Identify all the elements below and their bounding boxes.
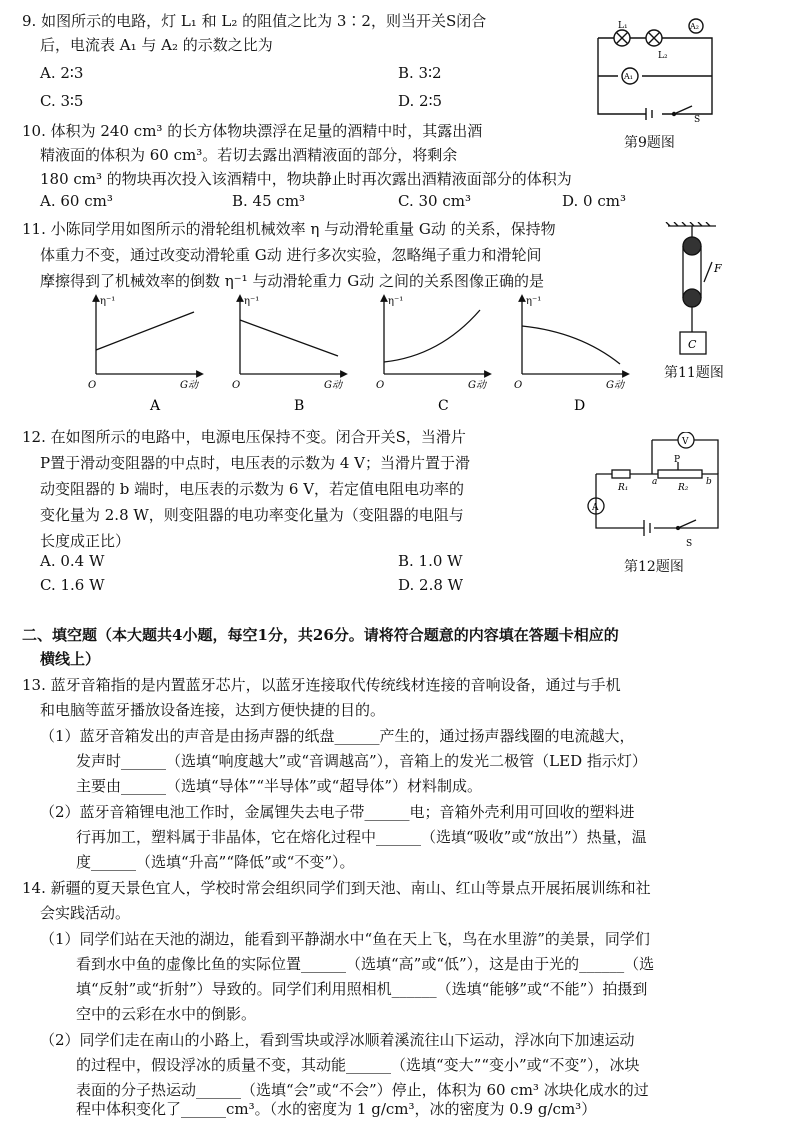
q14-line2: 会实践活动。 (40, 904, 131, 922)
svg-text:V: V (682, 437, 689, 447)
q13-part2-line2: 行再加工，塑料属于非晶体，它在熔化过程中______（选填“吸收”或“放出”）热量，温 (76, 828, 647, 846)
q9-option-c: C. 3∶5 (40, 92, 84, 110)
q14-part2-line2: 的过程中，假设浮冰的质量不变，其动能______（选填“变大”“变小”或“不变”），冰块 (76, 1056, 640, 1074)
q9-caption: 第9题图 (624, 135, 675, 151)
q12-line2: P置于滑动变阻器的中点时，电压表的示数为 4 V；当滑片置于滑 (40, 454, 471, 472)
q9-line2: 后，电流表 A₁ 与 A₂ 的示数之比为 (40, 36, 273, 54)
svg-text:S: S (686, 539, 693, 549)
q13-part2-line3: 度______（选填“升高”“降低”或“不变”）。 (76, 853, 355, 871)
q12-line3: 动变阻器的 b 端时，电压表的示数为 6 V，若定值电阻电功率的 (40, 480, 465, 498)
q12-line1: 12. 在如图所示的电路中，电源电压保持不变。闭合开关S，当滑片 (22, 428, 466, 446)
q13-part2-line1: （2）蓝牙音箱锂电池工作时，金属锂失去电子带______电；音箱外壳利用可回收的塑料进 (40, 803, 635, 821)
q9-label-l2: L₂ (658, 51, 668, 61)
q9-option-b: B. 3∶2 (398, 64, 442, 82)
q10-option-a: A. 60 cm³ (40, 192, 113, 210)
svg-text:G动: G动 (606, 380, 624, 391)
q12-line5: 长度成正比） (40, 532, 131, 550)
q14-part1-line3: 填“反射”或“折射”）导致的。同学们利用照相机______（选填“能够”或“不能”）拍摄到 (76, 980, 648, 998)
q10-line3: 180 cm³ 的物块再次投入该酒精中，物块静止时再次露出酒精液面部分的体积为 (40, 170, 572, 188)
q9-line1: 9. 如图所示的电路，灯 L₁ 和 L₂ 的阻值之比为 3∶2，则当开关S闭合 (22, 12, 487, 30)
svg-text:O: O (232, 380, 241, 391)
section-2-heading-line1: 二、填空题（本大题共4小题，每空1分，共26分。请将符合题意的内容填在答题卡相应的 (22, 626, 619, 644)
q10-line2: 精液面的体积为 60 cm³。若切去露出酒精液面的部分，将剩余 (40, 146, 458, 164)
q11-line3: 摩擦得到了机械效率的倒数 η⁻¹ 与动滑轮重力 G动 之间的关系图像正确的是 (40, 272, 544, 290)
q10-option-b: B. 45 cm³ (232, 192, 306, 210)
graph-label-d: D (574, 398, 586, 412)
q14-part1-line4: 空中的云彩在水中的倒影。 (76, 1005, 257, 1023)
q13-part1-line1: （1）蓝牙音箱发出的声音是由扬声器的纸盘______产生的，通过扬声器线圈的电流越大， (40, 727, 635, 745)
graph-label-a: A (150, 398, 161, 412)
graph-a-curve (96, 312, 194, 350)
svg-text:R₂: R₂ (678, 483, 689, 493)
svg-text:P: P (674, 455, 681, 465)
svg-text:η⁻¹: η⁻¹ (244, 296, 260, 307)
svg-text:b: b (706, 477, 712, 487)
q13-line2: 和电脑等蓝牙播放设备连接，达到方便快捷的目的。 (40, 701, 386, 719)
q14-part2-line3: 表面的分子热运动______（选填“会”或“不会”）停止，体积为 60 cm³ 冰块化成水的过 (76, 1081, 649, 1099)
q13-line1: 13. 蓝牙音箱指的是内置蓝牙芯片，以蓝牙连接取代传统线材连接的音响设备，通过与手机 (22, 676, 621, 694)
svg-text:G动: G动 (468, 380, 486, 391)
q11-line2: 体重力不变，通过改变动滑轮重 G动 进行多次实验，忽略绳子重力和滑轮间 (40, 246, 542, 264)
svg-text:F: F (714, 262, 722, 275)
q13-part1-line3: 主要由______（选填“导体”“半导体”或“超导体”）材料制成。 (76, 777, 483, 795)
q14-part1-line2: 看到水中鱼的虚像比鱼的实际位置______（选填“高”或“低”），这是由于光的______（选 (76, 955, 655, 973)
svg-text:C: C (688, 338, 697, 351)
q11-line1: 11. 小陈同学用如图所示的滑轮组机械效率 η 与动滑轮重量 G动 的关系，保持物 (22, 220, 556, 238)
q10-option-d: D. 0 cm³ (562, 192, 626, 210)
svg-text:a: a (652, 477, 658, 487)
q9-label-s: S (694, 115, 701, 125)
svg-text:G动: G动 (180, 380, 198, 391)
q9-option-a: A. 2∶3 (40, 64, 84, 82)
q10-option-c: C. 30 cm³ (398, 192, 471, 210)
svg-text:R₁: R₁ (618, 483, 629, 493)
svg-text:η⁻¹: η⁻¹ (100, 296, 116, 307)
svg-text:A: A (592, 503, 599, 513)
q12-line4: 变化量为 2.8 W，则变阻器的电功率变化量为（变阻器的电阻与 (40, 506, 464, 524)
graph-b-curve (240, 320, 338, 356)
q12-caption: 第12题图 (624, 559, 684, 575)
section-2-heading-line2: 横线上） (40, 650, 101, 668)
q11-graphs (60, 292, 660, 412)
graph-label-c: C (438, 398, 449, 412)
q12-option-d: D. 2.8 W (398, 576, 464, 594)
q9-option-d: D. 2∶5 (398, 92, 443, 110)
graph-c-curve (384, 310, 480, 362)
q10-line1: 10. 体积为 240 cm³ 的长方体物块漂浮在足量的酒精中时，其露出酒 (22, 122, 483, 140)
svg-text:O: O (376, 380, 385, 391)
q12-option-b: B. 1.0 W (398, 552, 463, 570)
q9-circuit-figure (590, 18, 720, 126)
graph-d-curve (522, 326, 620, 364)
svg-text:O: O (88, 380, 97, 391)
q11-pulley-figure (660, 222, 740, 360)
graph-label-b: B (294, 398, 305, 412)
q9-label-a2: A₂ (690, 22, 699, 31)
q14-part2-line1: （2）同学们走在南山的小路上，看到雪块或浮冰顺着溪流往山下运动，浮冰向下加速运动 (40, 1031, 635, 1049)
svg-text:G动: G动 (324, 380, 342, 391)
q14-part2-line4: 程中体积变化了______cm³。（水的密度为 1 g/cm³，冰的密度为 0.9 g/cm³） (76, 1100, 597, 1118)
q11-caption: 第11题图 (664, 365, 724, 381)
q12-circuit-figure (582, 432, 732, 550)
svg-text:η⁻¹: η⁻¹ (388, 296, 404, 307)
svg-text:O: O (514, 380, 523, 391)
q12-option-c: C. 1.6 W (40, 576, 105, 594)
q9-label-a1: A₁ (624, 72, 633, 81)
q14-line1: 14. 新疆的夏天景色宜人，学校时常会组织同学们到天池、南山、红山等景点开展拓展训练和社 (22, 879, 651, 897)
q9-label-l1: L₁ (618, 21, 628, 31)
q13-part1-line2: 发声时______（选填“响度越大”或“音调越高”），音箱上的发光二极管（LED 指示灯） (76, 752, 647, 770)
q12-option-a: A. 0.4 W (40, 552, 105, 570)
q14-part1-line1: （1）同学们站在天池的湖边，能看到平静湖水中“鱼在天上飞，鸟在水里游”的美景，同学们 (40, 930, 650, 948)
svg-text:η⁻¹: η⁻¹ (526, 296, 542, 307)
